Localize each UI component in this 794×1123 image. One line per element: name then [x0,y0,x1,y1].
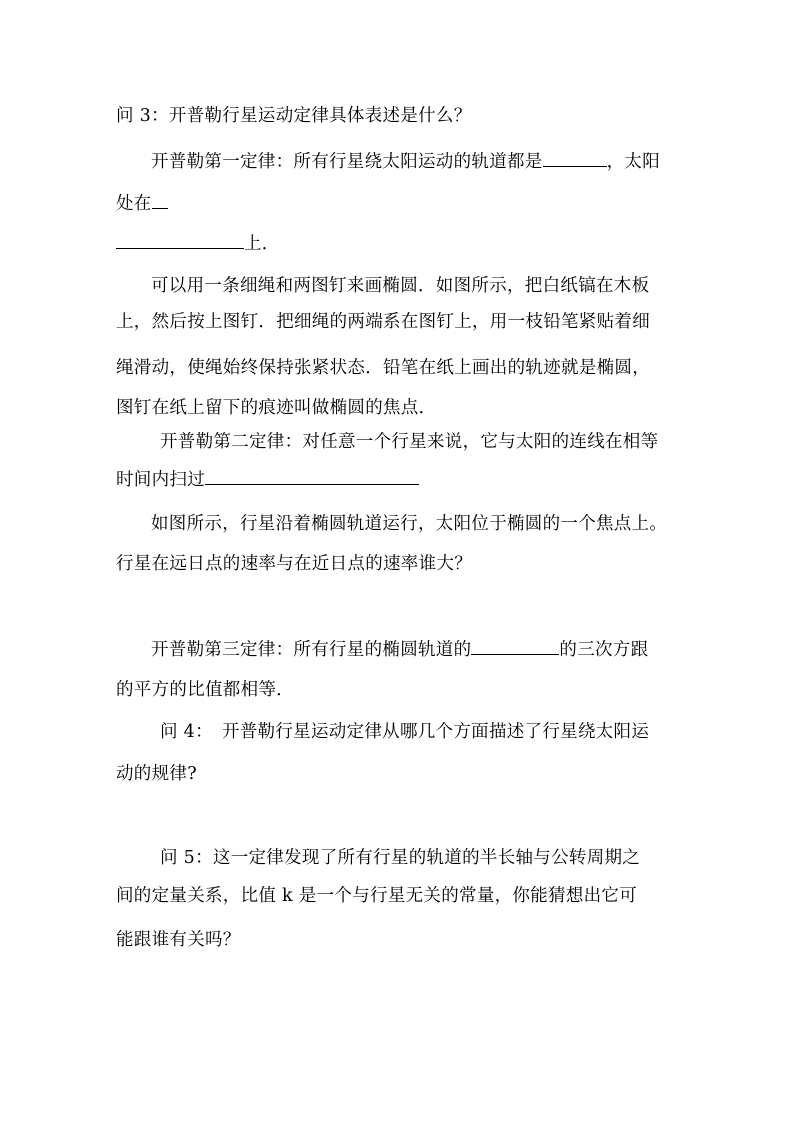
law3-blank-axis [471,636,559,655]
q5-line-1: 问 5：这一定律发现了所有行星的轨道的半长轴与公转周期之 [160,848,641,868]
law1-blank-sun-short [152,190,168,209]
law1-text-c: 处在 [116,194,152,214]
law1-blank-orbit [543,148,607,167]
law1-line2 [116,190,168,216]
law1-blank-sun [116,230,244,249]
law2-blank-area [205,466,419,485]
law3-text-b: 的三次方跟 [559,640,649,660]
speed-line-1: 如图所示，行星沿着椭圆轨道运行，太阳位于椭圆的一个焦点上。 [151,514,668,534]
law3-line1 [151,636,648,662]
q3-question: 问 3：开普勒行星运动定律具体表述是什么？ [116,106,472,126]
ellipse-line-4: 图钉在纸上留下的痕迹叫做椭圆的焦点． [116,398,437,418]
law3-line2: 的平方的比值都相等． [116,680,294,700]
ellipse-line-2: 上，然后按上图钉．把细绳的两端系在图钉上，用一枝铅笔紧贴着细 [116,312,650,332]
law2-line2 [116,466,419,492]
law1-text-d: 上． [244,234,280,254]
speed-line-2: 行星在远日点的速率与在近日点的速率谁大？ [116,554,472,574]
law1-line1 [151,148,660,174]
law1-text-b: ，太阳 [606,152,661,172]
law1-text-a: 开普勒第一定律：所有行星绕太阳运动的轨道都是 [151,152,543,172]
law2-text-a: 时间内扫过 [116,470,205,490]
q4-line-1: 问 4： 开普勒行星运动定律从哪几个方面描述了行星绕太阳运 [160,722,650,742]
law1-line3 [116,230,280,256]
q5-line-2: 间的定量关系，比值 k 是一个与行星无关的常量，你能猜想出它可 [116,886,638,906]
ellipse-line-3: 绳滑动，使绳始终保持张紧状态．铅笔在纸上画出的轨迹就是椭圆， [116,358,650,378]
q4-line-2: 动的规律? [116,764,197,784]
law3-text-a: 开普勒第三定律：所有行星的椭圆轨道的 [151,640,472,660]
q5-line-3: 能跟谁有关吗？ [116,930,241,950]
ellipse-line-1: 可以用一条细绳和两图钉来画椭圆．如图所示，把白纸镐在木板 [151,276,650,296]
law2-line1: 开普勒第二定律：对任意一个行星来说，它与太阳的连线在相等 [160,432,659,452]
